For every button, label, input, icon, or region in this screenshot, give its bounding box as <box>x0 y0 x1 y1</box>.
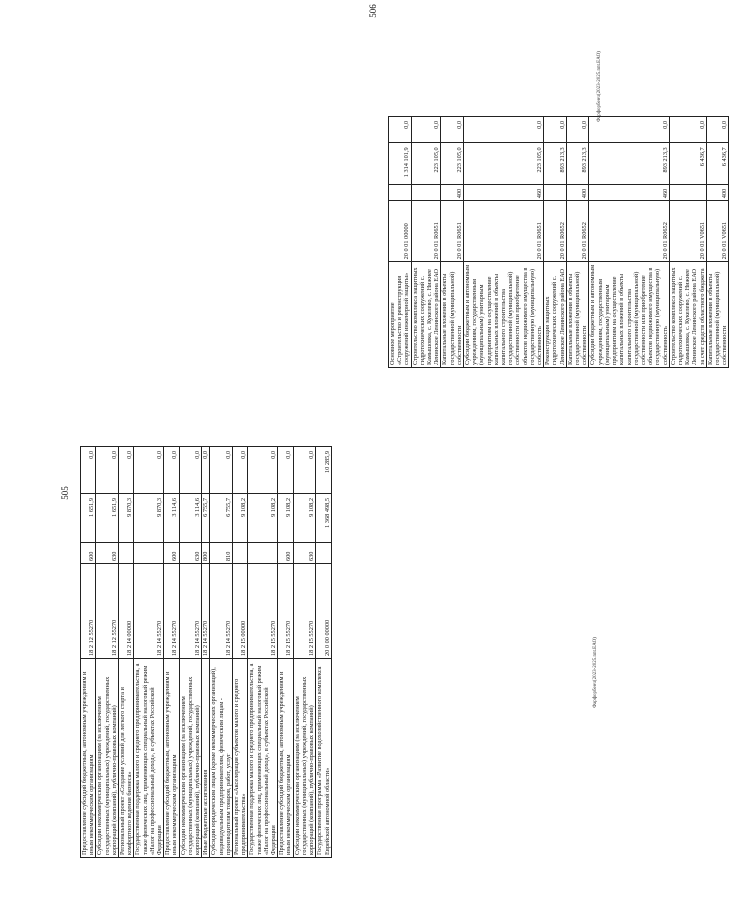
row-amount-2024-cell: 0,0 <box>233 447 248 494</box>
row-name-cell: Основное мероприятие «Строительство и реконструкция сооружений инженерной защиты» <box>389 262 412 368</box>
row-amount-2024-cell: 0,0 <box>589 117 669 143</box>
row-name-cell: Строительство комплекса защитных гидротехнических сооружений с. Камышовка, с. Кукелево, с. Нижнее Ленинское Ленинского района ЕАО за счет средств областного бюджета <box>669 262 706 368</box>
table-row <box>441 117 464 368</box>
row-code-cell: 18 2 I4 55270 <box>210 564 233 659</box>
row-amount-2023-cell: 3 114,6 <box>164 494 179 543</box>
table-row <box>96 447 119 858</box>
row-amount-2023-cell: 1 314 101,9 <box>389 143 412 184</box>
row-amount-2023-cell: 3 114,6 <box>179 494 202 543</box>
row-vr-cell <box>119 543 134 564</box>
table-row <box>589 117 669 368</box>
row-name-cell: Реконструкция защитных гидротехнических сооружений с. Ленинское Ленинского района ЕАО <box>544 262 567 368</box>
row-name-cell: Строительство комплекса защитных гидротехнических сооружений с. Камышовка, с. Кукелево, с. Нижнее Ленинское Ленинского района ЕАО <box>411 262 441 368</box>
row-vr-cell <box>316 543 331 564</box>
row-name-cell: Государственная поддержка малого и среднего предпринимательства, а также физических лиц, применяющих специальный налоговый режим «Налог на профессиональный доход», в субъектах Российской Федерации <box>134 659 164 858</box>
row-vr-cell <box>544 184 567 201</box>
row-vr-cell: 810 <box>210 543 233 564</box>
row-amount-2023-cell: 6 755,7 <box>210 494 233 543</box>
row-amount-2023-cell: 1 368 498,5 <box>316 494 331 543</box>
row-amount-2024-cell: 0,0 <box>544 117 567 143</box>
row-amount-2023-cell: 9 108,2 <box>278 494 293 543</box>
table-row <box>316 447 331 858</box>
page-number-left: 505 <box>59 486 70 500</box>
table-row <box>566 117 589 368</box>
row-amount-2023-cell: 6 436,7 <box>706 143 729 184</box>
row-name-cell: Капитальные вложения в объекты государственной (муниципальной) собственности <box>706 262 729 368</box>
row-vr-cell: 630 <box>179 543 202 564</box>
row-vr-cell: 630 <box>293 543 316 564</box>
row-code-cell: 18 2 I4 55270 <box>164 564 179 659</box>
row-code-cell: 20 0 01 R0651 <box>464 201 544 262</box>
row-amount-2023-cell: 1 651,9 <box>96 494 119 543</box>
row-name-cell: Субсидии некоммерческим организациям (за исключением государственных (муниципальных) учреждений, государственных корпораций (компаний), публично-правовых компаний) <box>293 659 316 858</box>
row-code-cell: 18 2 I4 00000 <box>119 564 134 659</box>
row-code-cell: 20 0 01 V0651 <box>669 201 706 262</box>
row-amount-2024-cell: 0,0 <box>134 447 164 494</box>
row-code-cell: 20 0 01 00000 <box>389 201 412 262</box>
row-amount-2024-cell: 0,0 <box>248 447 278 494</box>
row-name-cell: Региональный проект «Акселерация субъектов малого и среднего предпринимательства» <box>233 659 248 858</box>
row-name-cell: Субсидии некоммерческим организациям (за исключением государственных (муниципальных) учреждений, государственных корпораций (компаний), публично-правовых компаний) <box>96 659 119 858</box>
row-amount-2023-cell: 9 108,2 <box>248 494 278 543</box>
row-name-cell: Предоставление субсидий бюджетным, автономным учреждениям и иным некоммерческим организациям <box>278 659 293 858</box>
row-amount-2024-cell: 0,0 <box>706 117 729 143</box>
row-amount-2024-cell: 0,0 <box>293 447 316 494</box>
budget-table-right <box>388 116 729 368</box>
row-vr-cell: 400 <box>441 184 464 201</box>
row-vr-cell: 600 <box>278 543 293 564</box>
table-row <box>81 447 96 858</box>
row-amount-2024-cell: 0,0 <box>441 117 464 143</box>
row-amount-2023-cell: 9 870,3 <box>119 494 134 543</box>
row-amount-2024-cell: 0,0 <box>389 117 412 143</box>
row-amount-2023-cell: 893 213,3 <box>589 143 669 184</box>
row-amount-2024-cell: 0,0 <box>119 447 134 494</box>
row-vr-cell: 800 <box>202 543 210 564</box>
table-row <box>293 447 316 858</box>
row-name-cell: Субсидии некоммерческим организациям (за исключением государственных (муниципальных) учреждений, государственных корпораций (компаний), публично-правовых компаний) <box>179 659 202 858</box>
row-code-cell: 18 2 I5 00000 <box>233 564 248 659</box>
row-code-cell: 20 0 01 R0652 <box>566 201 589 262</box>
row-code-cell: 18 2 12 55270 <box>81 564 96 659</box>
row-code-cell: 20 0 01 R0652 <box>544 201 567 262</box>
row-amount-2023-cell: 223 105,0 <box>411 143 441 184</box>
row-name-cell: Государственная программа «Развитие водохозяйственного комплекса Еврейской автономной области» <box>316 659 331 858</box>
row-vr-cell: 400 <box>566 184 589 201</box>
row-vr-cell <box>669 184 706 201</box>
row-amount-2024-cell: 0,0 <box>202 447 210 494</box>
row-amount-2024-cell: 0,0 <box>81 447 96 494</box>
footer-left: Фарфорбенч(2023-2025.nnt.ЕАО) <box>592 637 598 708</box>
row-code-cell: 18 2 I4 55270 <box>202 564 210 659</box>
row-code-cell: 20 0 01 R0652 <box>589 201 669 262</box>
row-name-cell: Субсидии бюджетным и автономным учреждениям, государственным (муниципальным) унитарным предприятиям на осуществление капитальных вложений в объекты капитального строительства государственной (муниципальной) собственности или приобретение объектов недвижимого имущества в государственную (муниципальную) собственность <box>589 262 669 368</box>
row-vr-cell <box>233 543 248 564</box>
row-vr-cell: 460 <box>589 184 669 201</box>
row-code-cell: 20 0 01 V0651 <box>706 201 729 262</box>
row-amount-2024-cell: 0,0 <box>464 117 544 143</box>
row-vr-cell <box>389 184 412 201</box>
row-vr-cell: 600 <box>81 543 96 564</box>
row-code-cell: 18 2 I5 55270 <box>293 564 316 659</box>
table-row <box>134 447 164 858</box>
row-code-cell: 18 2 I5 55270 <box>248 564 278 659</box>
row-code-cell: 18 2 I4 55270 <box>134 564 164 659</box>
table-row <box>119 447 134 858</box>
row-amount-2024-cell: 10 285,9 <box>316 447 331 494</box>
row-amount-2023-cell: 893 213,3 <box>544 143 567 184</box>
row-name-cell: Капитальные вложения в объекты государственной (муниципальной) собственности <box>441 262 464 368</box>
row-amount-2023-cell: 1 651,9 <box>81 494 96 543</box>
row-amount-2023-cell: 6 436,7 <box>669 143 706 184</box>
row-amount-2024-cell: 0,0 <box>164 447 179 494</box>
row-vr-cell <box>134 543 164 564</box>
row-amount-2023-cell: 223 105,0 <box>464 143 544 184</box>
table-row <box>233 447 248 858</box>
row-vr-cell <box>248 543 278 564</box>
row-name-cell: Региональный проект «Создание условий для легкого старта и комфортного ведения бизнеса» <box>119 659 134 858</box>
row-name-cell: Предоставление субсидий бюджетным, автономным учреждениям и иным некоммерческим организациям <box>164 659 179 858</box>
table-row <box>464 117 544 368</box>
table-row <box>389 117 412 368</box>
row-amount-2024-cell: 0,0 <box>210 447 233 494</box>
table-row <box>411 117 441 368</box>
row-code-cell: 20 0 00 00000 <box>316 564 331 659</box>
row-name-cell: Иные бюджетные ассигнования <box>202 659 210 858</box>
row-name-cell: Предоставление субсидий бюджетным, автономным учреждениям и иным некоммерческим организациям <box>81 659 96 858</box>
table-row <box>210 447 233 858</box>
table-row <box>248 447 278 858</box>
table-row <box>179 447 202 858</box>
table-row <box>706 117 729 368</box>
row-amount-2023-cell: 223 105,0 <box>441 143 464 184</box>
row-amount-2023-cell: 9 870,3 <box>134 494 164 543</box>
row-code-cell: 20 0 01 R0651 <box>411 201 441 262</box>
row-amount-2023-cell: 9 108,2 <box>233 494 248 543</box>
row-name-cell: Государственная поддержка малого и среднего предпринимательства, а также физических лиц, применяющих специальный налоговый режим «Налог на профессиональный доход», в субъектах Российской Федерации <box>248 659 278 858</box>
row-code-cell: 18 2 12 55270 <box>96 564 119 659</box>
page-number-right: 506 <box>367 4 378 18</box>
row-name-cell: Капитальные вложения в объекты государственной (муниципальной) собственности <box>566 262 589 368</box>
row-vr-cell: 600 <box>164 543 179 564</box>
row-code-cell: 18 2 I5 55270 <box>278 564 293 659</box>
row-vr-cell <box>411 184 441 201</box>
table-row <box>544 117 567 368</box>
row-amount-2024-cell: 0,0 <box>179 447 202 494</box>
row-vr-cell: 460 <box>464 184 544 201</box>
row-amount-2024-cell: 0,0 <box>411 117 441 143</box>
table-row <box>164 447 179 858</box>
row-amount-2024-cell: 0,0 <box>96 447 119 494</box>
row-amount-2023-cell: 9 108,2 <box>293 494 316 543</box>
table-row <box>202 447 210 858</box>
row-amount-2024-cell: 0,0 <box>278 447 293 494</box>
row-code-cell: 20 0 01 R0651 <box>441 201 464 262</box>
row-name-cell: Субсидии бюджетным и автономным учреждениям, государственным (муниципальным) унитарным предприятиям на осуществление капитальных вложений в объекты капитального строительства государственной (муниципальной) собственности или приобретение объектов недвижимого имущества в государственную (муниципальную) собственность <box>464 262 544 368</box>
row-amount-2024-cell: 0,0 <box>669 117 706 143</box>
row-amount-2023-cell: 6 755,7 <box>202 494 210 543</box>
row-amount-2023-cell: 893 213,3 <box>566 143 589 184</box>
budget-table-left <box>80 446 332 858</box>
row-name-cell: Субсидии юридическим лицам (кроме некоммерческих организаций), индивидуальным предпринимателям, физическим лицам - производителям товаров, работ, услуг <box>210 659 233 858</box>
footer-right: Фарфорбенч(2023-2025.nnt.ЕАО) <box>596 51 602 122</box>
table-row <box>278 447 293 858</box>
row-code-cell: 18 2 I4 55270 <box>179 564 202 659</box>
row-vr-cell: 630 <box>96 543 119 564</box>
table-row <box>669 117 706 368</box>
row-amount-2024-cell: 0,0 <box>566 117 589 143</box>
row-vr-cell: 400 <box>706 184 729 201</box>
